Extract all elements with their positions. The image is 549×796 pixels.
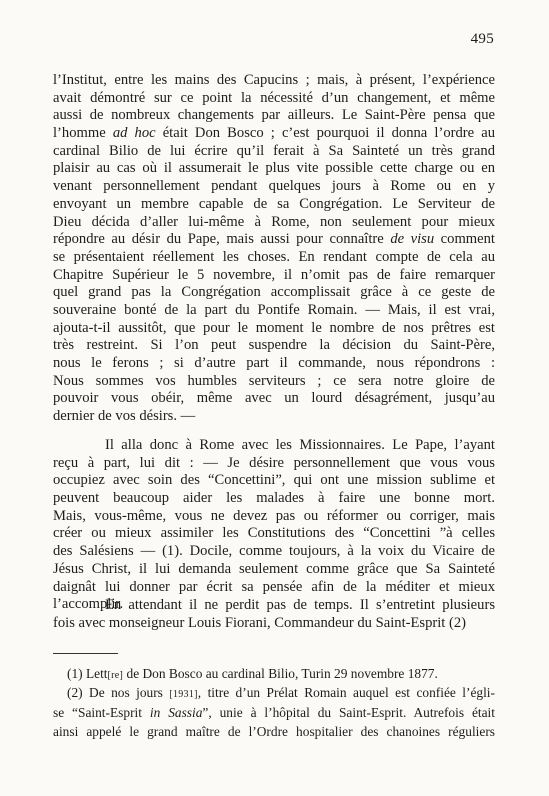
text-line: Chapitre Supérieur le 5 novembre, il n’omit pas de faire remarquer	[53, 266, 495, 283]
footnote-2	[53, 683, 495, 702]
text-line: plaisir au cas où il assumerait le plus vite possible cette charge ou en	[53, 160, 495, 177]
text-fragment: comment	[434, 231, 495, 248]
footnote-2-line	[53, 703, 495, 722]
text-line: En attendant il ne perdit pas de temps. Il s’entretint plusieurs	[105, 597, 495, 613]
text-fragment: (2) De nos jours	[67, 685, 170, 701]
text-fragment: était Don Bosco ; c’est pourquoi il donna l’ordre au	[155, 125, 495, 142]
text-fragment: de Don Bosco au cardinal Bilio, Turin 29 novembre 1877.	[123, 666, 438, 681]
italic-phrase: de visu	[390, 231, 435, 248]
text-fragment: [1931]	[169, 689, 198, 701]
text-line	[53, 231, 495, 249]
text-line: Nous sommes vos humbles serviteurs ; ce sera notre gloire de	[53, 372, 495, 389]
paragraph-3	[53, 597, 495, 632]
text-fragment: [re]	[107, 670, 124, 681]
text-line: fois avec monseigneur Louis Fiorani, Commandeur du Saint-Esprit (2)	[53, 614, 467, 631]
text-line: peuvent beaucoup aider les malades à faire une bonne mort.	[53, 490, 495, 507]
text-line: daignât lui donner par écrit sa pensée afin de la méditer et mieux	[53, 578, 495, 595]
text-fragment: répondre au désir du Pape, mais aussi pour connaître	[53, 231, 391, 248]
text-line: l’accomplir.	[53, 596, 124, 613]
text-line: cardinal Bilio de lui écrire qu’il ferait à Sa Sainteté un très grand	[53, 142, 495, 159]
text-line: aussi de nombreux changements par ailleurs. Le Saint-Père pensa que	[53, 107, 495, 124]
text-line	[53, 125, 495, 143]
text-line: venant personnellement pendant quelques jours à Rome ou en y	[53, 178, 495, 195]
text-line: Dieu décida d’aller lui-même à Rome, non seulement pour mieux	[53, 213, 495, 230]
text-line: avait démontré sur ce point la nécessité d’un changement, et même	[53, 89, 495, 106]
text-fragment: se “Saint-Esprit	[53, 704, 150, 720]
text-fragment: ”, unie à l’hôpital du Saint-Esprit. Autrefois était	[202, 704, 495, 720]
text-line: dernier de vos désirs. —	[53, 408, 196, 425]
paragraph-1	[53, 72, 495, 426]
text-line: pouvoir vous obéir, même avec un lourd désagrément, jusqu’au	[53, 390, 495, 407]
text-line: Jésus Christ, il lui demanda seulement comme grâce que Sa Sainteté	[53, 560, 495, 577]
text-fragment: l’homme	[53, 125, 113, 142]
text-line: ajouta-t-il aussitôt, que pour le moment le nombre de nos prêtres est	[53, 319, 495, 336]
footnote-2-line: ainsi appelé le grand maître de l’Ordre hospitalier des chanoines réguliers	[53, 724, 495, 740]
text-line: créer ou mieux assimiler les Constitutions des “Concettini ”à celles	[53, 525, 495, 542]
text-line: quel grand pas la Congrégation accomplissait grâce à ce geste de	[53, 284, 495, 301]
italic-phrase: in Sassia	[149, 704, 203, 720]
text-line: des Salésiens — (1). Docile, comme toujours, à la voix du Vicaire de	[53, 543, 495, 560]
text-line: se présentaient réellement les choses. En rendant compte de cela au	[53, 248, 495, 265]
text-line: envoyant un membre capable de sa Congrégation. Le Serviteur de	[53, 195, 495, 212]
footnotes	[53, 664, 495, 742]
text-fragment: (1) Lett	[67, 666, 108, 681]
text-line: souveraine bonté de la part du Pontife Romain. — Mais, il est vrai,	[53, 301, 495, 318]
text-line: très restreint. Si l’on peut suspendre la décision du Saint-Père,	[53, 337, 495, 354]
text-line: occupiez avec soin des “Concettini”, qui ont une mission sublime et	[53, 472, 495, 489]
text-line: Il alla donc à Rome avec les Missionnaires. Le Pape, l’ayant	[105, 437, 495, 453]
footnote-separator	[53, 653, 118, 654]
text-line: Mais, vous-même, vous ne devez pas ou réformer ou corriger, mais	[53, 507, 495, 524]
text-fragment: , titre d’un Prélat Romain auquel est confiée l’égli-	[197, 685, 495, 701]
italic-phrase: ad hoc	[112, 125, 156, 142]
page-number: 495	[470, 31, 494, 47]
text-line: reçu à part, lui dit : — Je désire personnellement que vous vous	[53, 454, 495, 471]
paragraph-2	[53, 437, 495, 614]
text-line: nous le ferons ; si d’autre part il commande, nous répondrons :	[53, 355, 495, 371]
text-line: l’Institut, entre les mains des Capucins ; mais, à présent, l’expérience	[53, 72, 495, 88]
footnote-1	[53, 664, 495, 683]
